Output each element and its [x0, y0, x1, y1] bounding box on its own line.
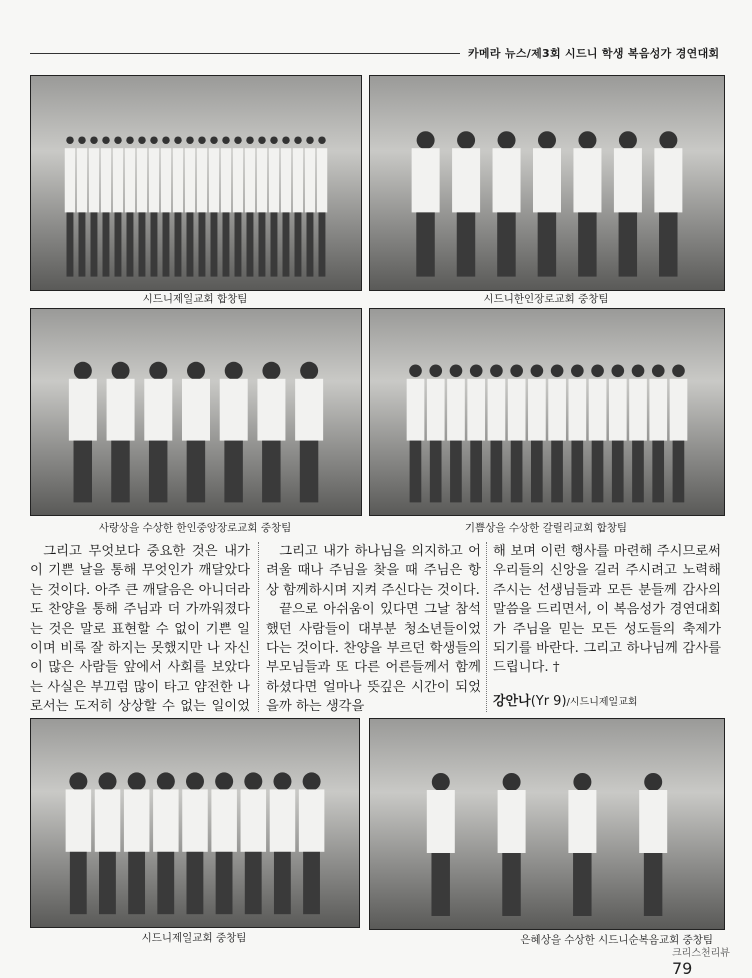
paragraph: 그리고 내가 하나님을 의지하고 어려울 때나 주님을 찾을 때 주님은 항상 함께하시며 지켜 주신다는 것이다.	[266, 544, 481, 598]
singer-figure	[528, 364, 546, 502]
singer-figure	[488, 364, 506, 502]
singer-figure	[670, 364, 688, 502]
singer-figure	[144, 362, 172, 503]
singer-figure	[107, 362, 135, 503]
photo-caption: 시드니제일교회 합창팀	[142, 293, 248, 305]
singer-figure	[649, 364, 667, 502]
photo-choir-6	[369, 718, 725, 930]
singer-figure	[305, 136, 316, 276]
singer-figure	[233, 136, 244, 276]
singer-figure	[427, 773, 455, 916]
article-column-1	[30, 542, 250, 736]
singer-figure	[137, 136, 148, 276]
paragraph: 그리고 무엇보다 중요한 것은 내가 이 기쁜 날을 통해 무엇인가 깨달았다는 것이다. 아주 큰 깨달음은 아니더라도 찬양을 통해 주님과 더 가까워졌다는 것은 말로 표현할 수 없이 기쁜 일이며 비록 잘 하지는 못했지만 나 자신이 많은 사람들 앞에서 사회를 보았다는 사실은 부끄럼 많이 타고 얌전한 나로서는 도저히 상상할 수 없는 일이었	[30, 544, 250, 715]
singer-figure	[153, 772, 179, 914]
singer-figure	[295, 362, 323, 503]
author-affiliation: /시드니제일교회	[566, 697, 638, 708]
singer-figure	[65, 136, 76, 276]
singer-figure	[161, 136, 172, 276]
page-footer	[672, 944, 752, 978]
paragraph: 해 보며 이런 행사를 마련해 주시므로써 우리들의 신앙을 길러 주시려고 노력해 주시는 선생님들과 모든 분들께 감사의 말씀을 드리면서, 이 복음성가 경연대회가 주님을 믿는 모든 성도들의 축제가 되기를 바란다. 그리고 하나님께 감사를 드립니다. †	[493, 544, 721, 676]
singer-figure	[245, 136, 256, 276]
singer-figure	[173, 136, 184, 276]
singer-figure	[548, 364, 566, 502]
singer-figure	[281, 136, 292, 276]
singer-figure	[270, 772, 296, 914]
photo-caption: 시드니제일교회 중창팀	[141, 932, 247, 944]
singer-figure	[182, 362, 210, 503]
column-divider	[486, 542, 487, 712]
photo-choir-4	[369, 308, 725, 516]
section-header: 카메라 뉴스/제3회 시드니 학생 복음성가 경연대회	[468, 47, 720, 60]
singer-figure	[573, 131, 601, 276]
singer-figure	[101, 136, 112, 276]
singer-figure	[412, 131, 440, 276]
singer-figure	[221, 136, 232, 276]
singer-figure	[533, 131, 561, 276]
singer-figure	[69, 362, 97, 503]
singer-figure	[211, 772, 237, 914]
singer-figure	[508, 364, 526, 502]
singer-figure	[407, 364, 425, 502]
singer-figure	[77, 136, 88, 276]
singer-figure	[427, 364, 445, 502]
page-number: 79	[672, 959, 693, 978]
photo-choir-2	[369, 75, 725, 291]
singer-figure	[654, 131, 682, 276]
singer-figure	[609, 364, 627, 502]
photo-choir-1	[30, 75, 362, 291]
magazine-name: 크리스천리뷰	[672, 948, 730, 959]
author-grade: (Yr 9)	[530, 694, 567, 709]
singer-figure	[467, 364, 485, 502]
singer-figure	[493, 131, 521, 276]
singer-figure	[95, 772, 121, 914]
singer-figure	[568, 364, 586, 502]
header-rule	[30, 53, 460, 54]
singer-figure	[568, 773, 596, 916]
singer-figure	[629, 364, 647, 502]
singer-figure	[614, 131, 642, 276]
singer-figure	[185, 136, 196, 276]
singer-figure	[498, 773, 526, 916]
singer-figure	[220, 362, 248, 503]
singer-figure	[197, 136, 208, 276]
singer-figure	[299, 772, 325, 914]
singer-figure	[639, 773, 667, 916]
photo-caption: 은혜상을 수상한 시드니순복음교회 중창팀	[520, 934, 713, 946]
singer-figure	[257, 362, 285, 503]
singer-figure	[589, 364, 607, 502]
author-byline	[493, 690, 638, 709]
singer-figure	[447, 364, 465, 502]
singer-figure	[125, 136, 136, 276]
photo-choir-5	[30, 718, 360, 928]
singer-figure	[124, 772, 150, 914]
singer-figure	[452, 131, 480, 276]
photo-caption: 사랑상을 수상한 한인중앙장로교회 중창팀	[98, 522, 292, 534]
singer-figure	[269, 136, 280, 276]
singer-figure	[66, 772, 92, 914]
photo-choir-3	[30, 308, 362, 516]
singer-figure	[182, 772, 208, 914]
article-column-3	[493, 542, 721, 678]
article-column-2	[266, 542, 481, 717]
column-divider	[258, 542, 259, 712]
singer-figure	[113, 136, 124, 276]
singer-figure	[89, 136, 100, 276]
singer-figure	[209, 136, 220, 276]
author-name: 강안나	[493, 694, 531, 709]
photo-caption: 기쁨상을 수상한 갈릴리교회 합창팀	[464, 522, 628, 534]
singer-figure	[317, 136, 328, 276]
singer-figure	[241, 772, 267, 914]
singer-figure	[293, 136, 304, 276]
photo-caption: 시드니한인장로교회 중창팀	[483, 293, 609, 305]
singer-figure	[257, 136, 268, 276]
singer-figure	[149, 136, 160, 276]
paragraph: 끝으로 아쉬움이 있다면 그날 참석했던 사람들이 대부분 청소년들이었다는 것이다. 찬양을 부르던 학생들의 부모님들과 또 다른 어른들께서 함께 하셨다면 얼마나 뜻깊은 시간이 되었을까 하는 생각을	[266, 602, 481, 715]
